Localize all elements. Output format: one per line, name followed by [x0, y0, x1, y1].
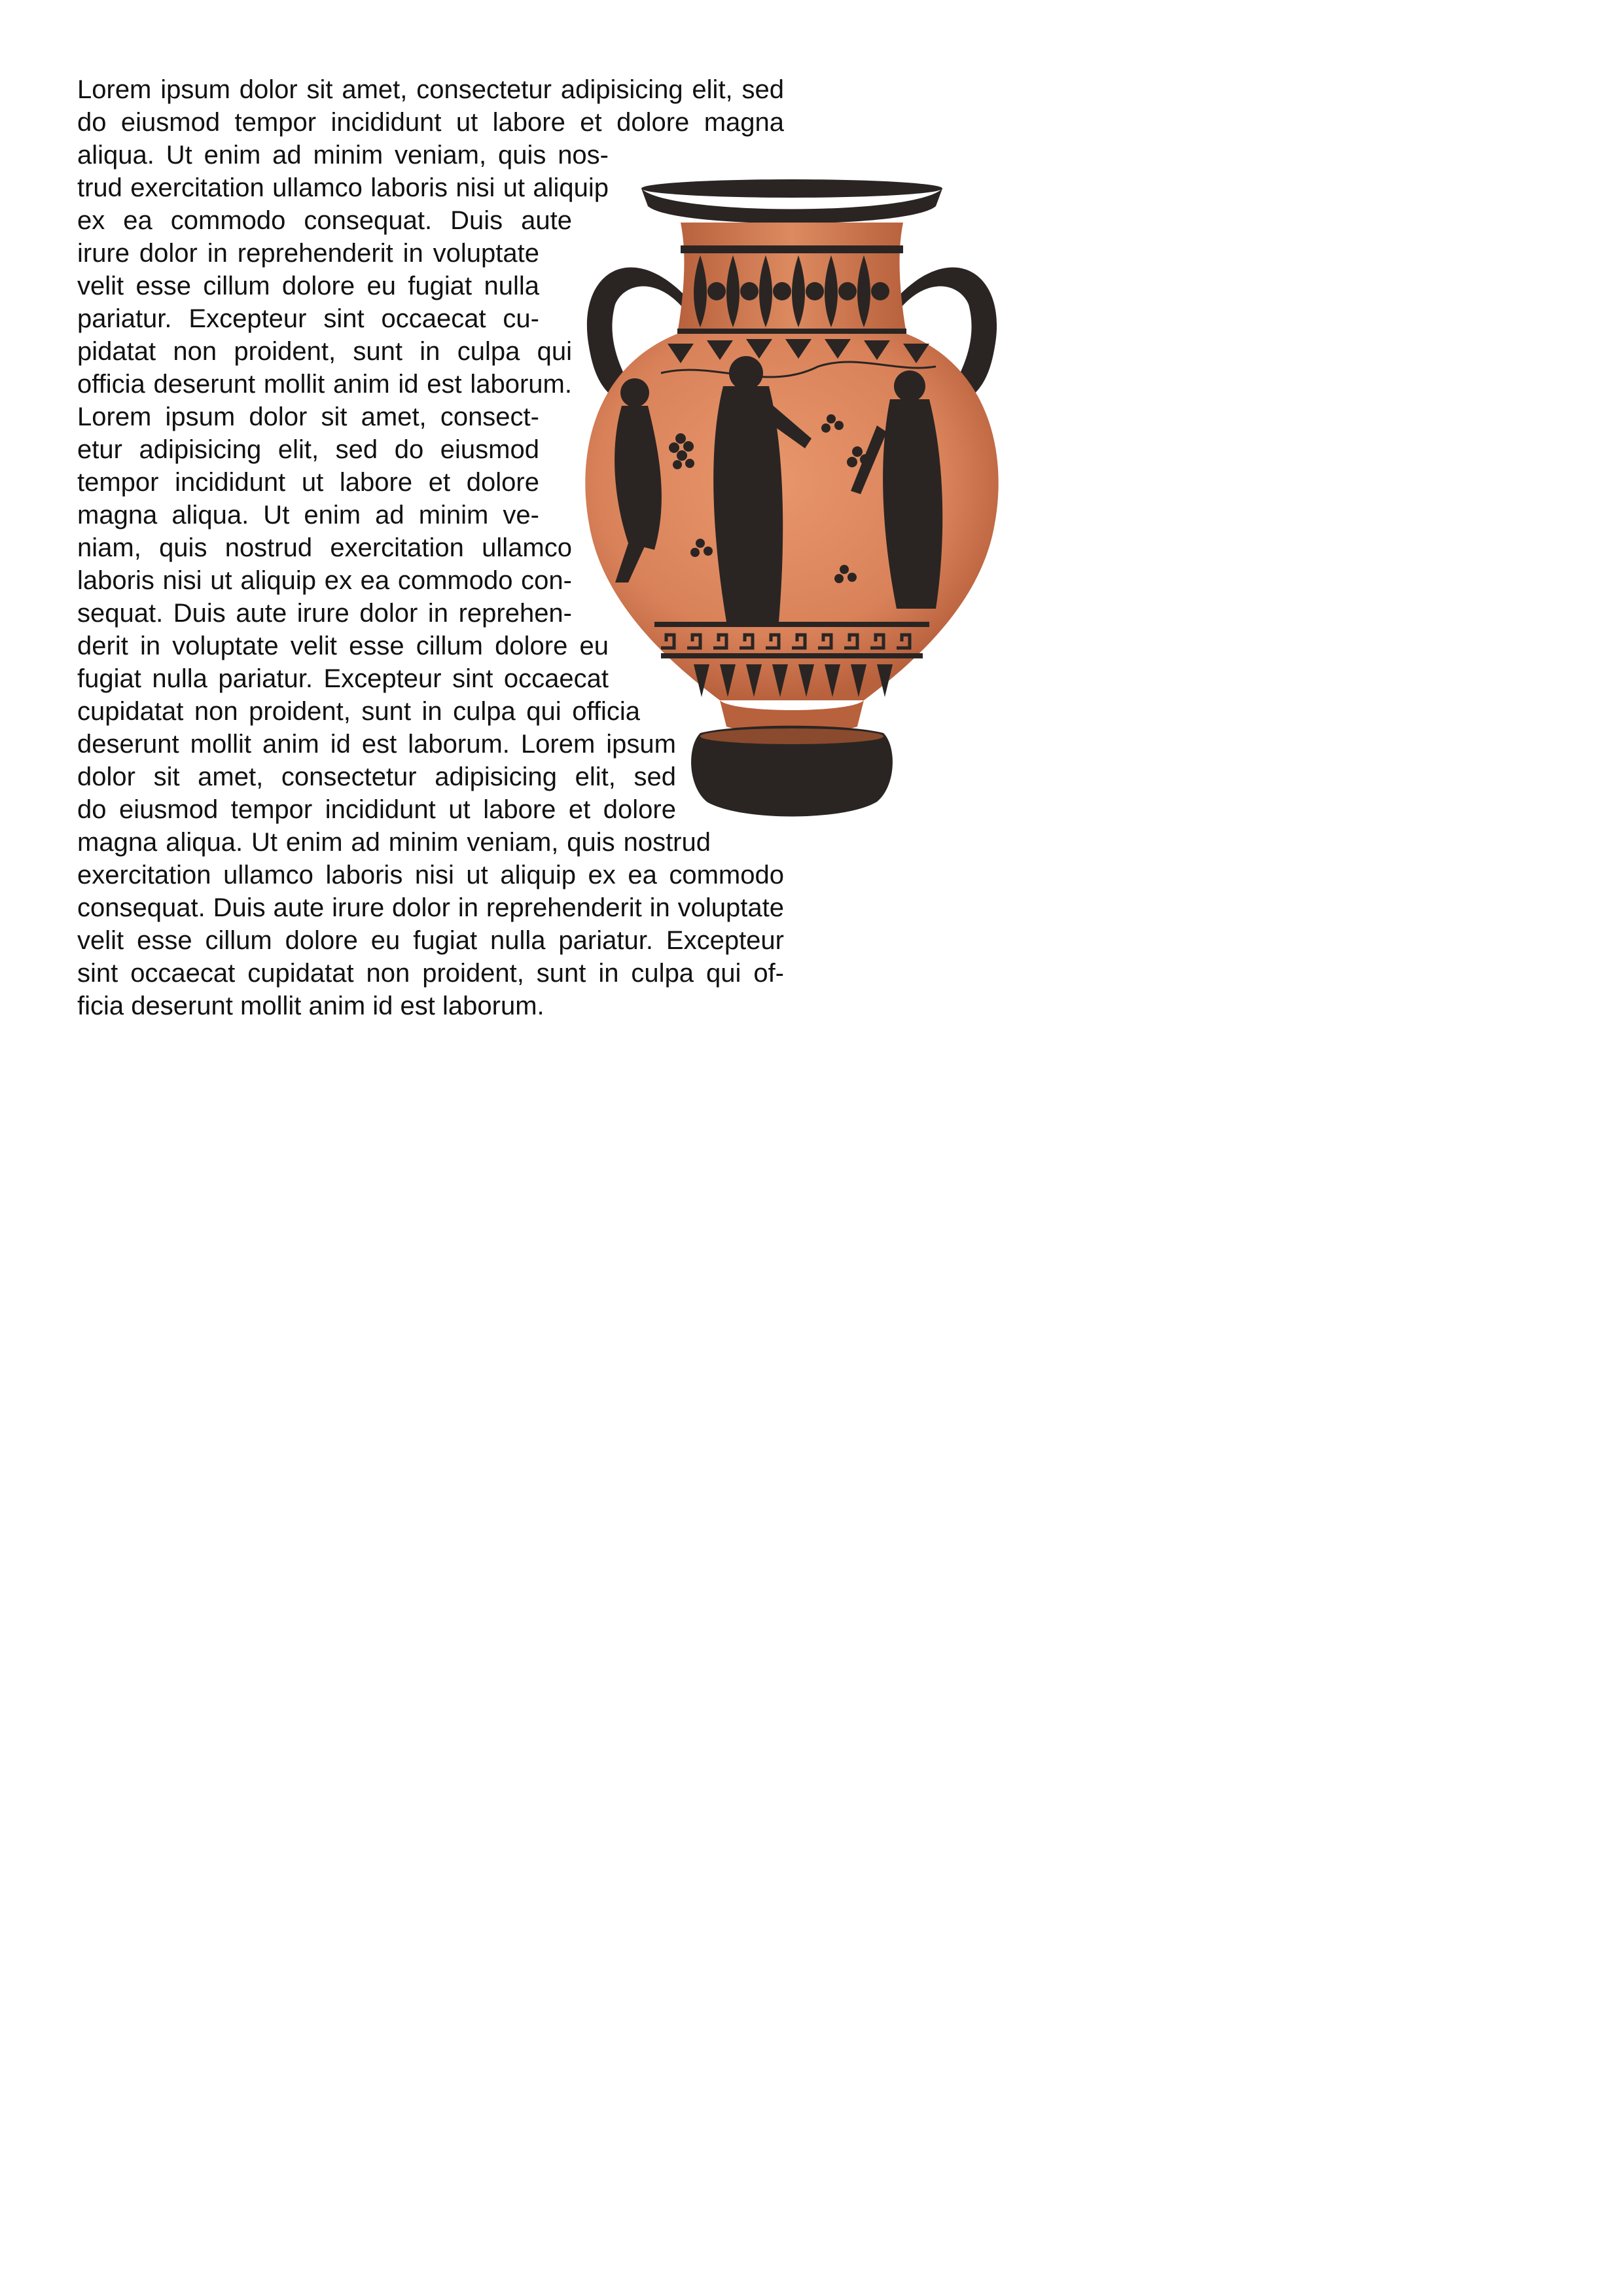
text-line: deserunt mollit anim id est laborum. Lorem ipsum: [77, 730, 676, 759]
body-paragraph: [77, 73, 784, 1022]
text-line: fugiat nulla pariatur. Excepteur sint occaecat: [77, 664, 609, 693]
text-line: dolor sit amet, consectetur adipisicing elit, sed: [77, 762, 676, 791]
text-line: consequat. Duis aute irure dolor in reprehenderit in voluptate: [77, 893, 784, 922]
text-line: tempor incididunt ut labore et dolore: [77, 468, 539, 497]
text-line: pariatur. Excepteur sint occaecat cu-: [77, 304, 539, 333]
text-line: ex ea commodo consequat. Duis aute: [77, 206, 572, 235]
text-line: trud exercitation ullamco laboris nisi ut aliquip: [77, 173, 609, 202]
text-line: sint occaecat cupidatat non proident, sunt in culpa qui of-: [77, 959, 784, 988]
text-line: niam, quis nostrud exercitation ullamco: [77, 533, 572, 562]
text-line: aliqua. Ut enim ad minim veniam, quis nos-: [77, 141, 609, 170]
text-line: etur adipisicing elit, sed do eiusmod: [77, 435, 539, 464]
text-line: laboris nisi ut aliquip ex ea commodo con-: [77, 566, 572, 595]
text-line: do eiusmod tempor incididunt ut labore et dolore magna: [77, 108, 784, 137]
text-line: magna aliqua. Ut enim ad minim ve-: [77, 501, 539, 529]
text-line: Lorem ipsum dolor sit amet, consectetur adipisicing elit, sed: [77, 75, 784, 104]
text-line: magna aliqua. Ut enim ad minim veniam, quis nostrud: [77, 828, 711, 857]
text-line: do eiusmod tempor incididunt ut labore et dolore: [77, 795, 676, 824]
text-line: pidatat non proident, sunt in culpa qui: [77, 337, 572, 366]
text-line: velit esse cillum dolore eu fugiat nulla: [77, 272, 539, 300]
text-line: ficia deserunt mollit anim id est laborum.: [77, 992, 544, 1020]
text-line: cupidatat non proident, sunt in culpa qui officia: [77, 697, 640, 726]
text-line: irure dolor in reprehenderit in voluptate: [77, 239, 539, 268]
text-line: sequat. Duis aute irure dolor in reprehen-: [77, 599, 572, 628]
text-line: velit esse cillum dolore eu fugiat nulla pariatur. Excepteur: [77, 926, 784, 955]
text-line: Lorem ipsum dolor sit amet, consect-: [77, 403, 539, 431]
text-line: exercitation ullamco laboris nisi ut aliquip ex ea commodo: [77, 861, 784, 889]
text-line: officia deserunt mollit anim id est laborum.: [77, 370, 572, 399]
text-line: derit in voluptate velit esse cillum dolore eu: [77, 632, 609, 660]
